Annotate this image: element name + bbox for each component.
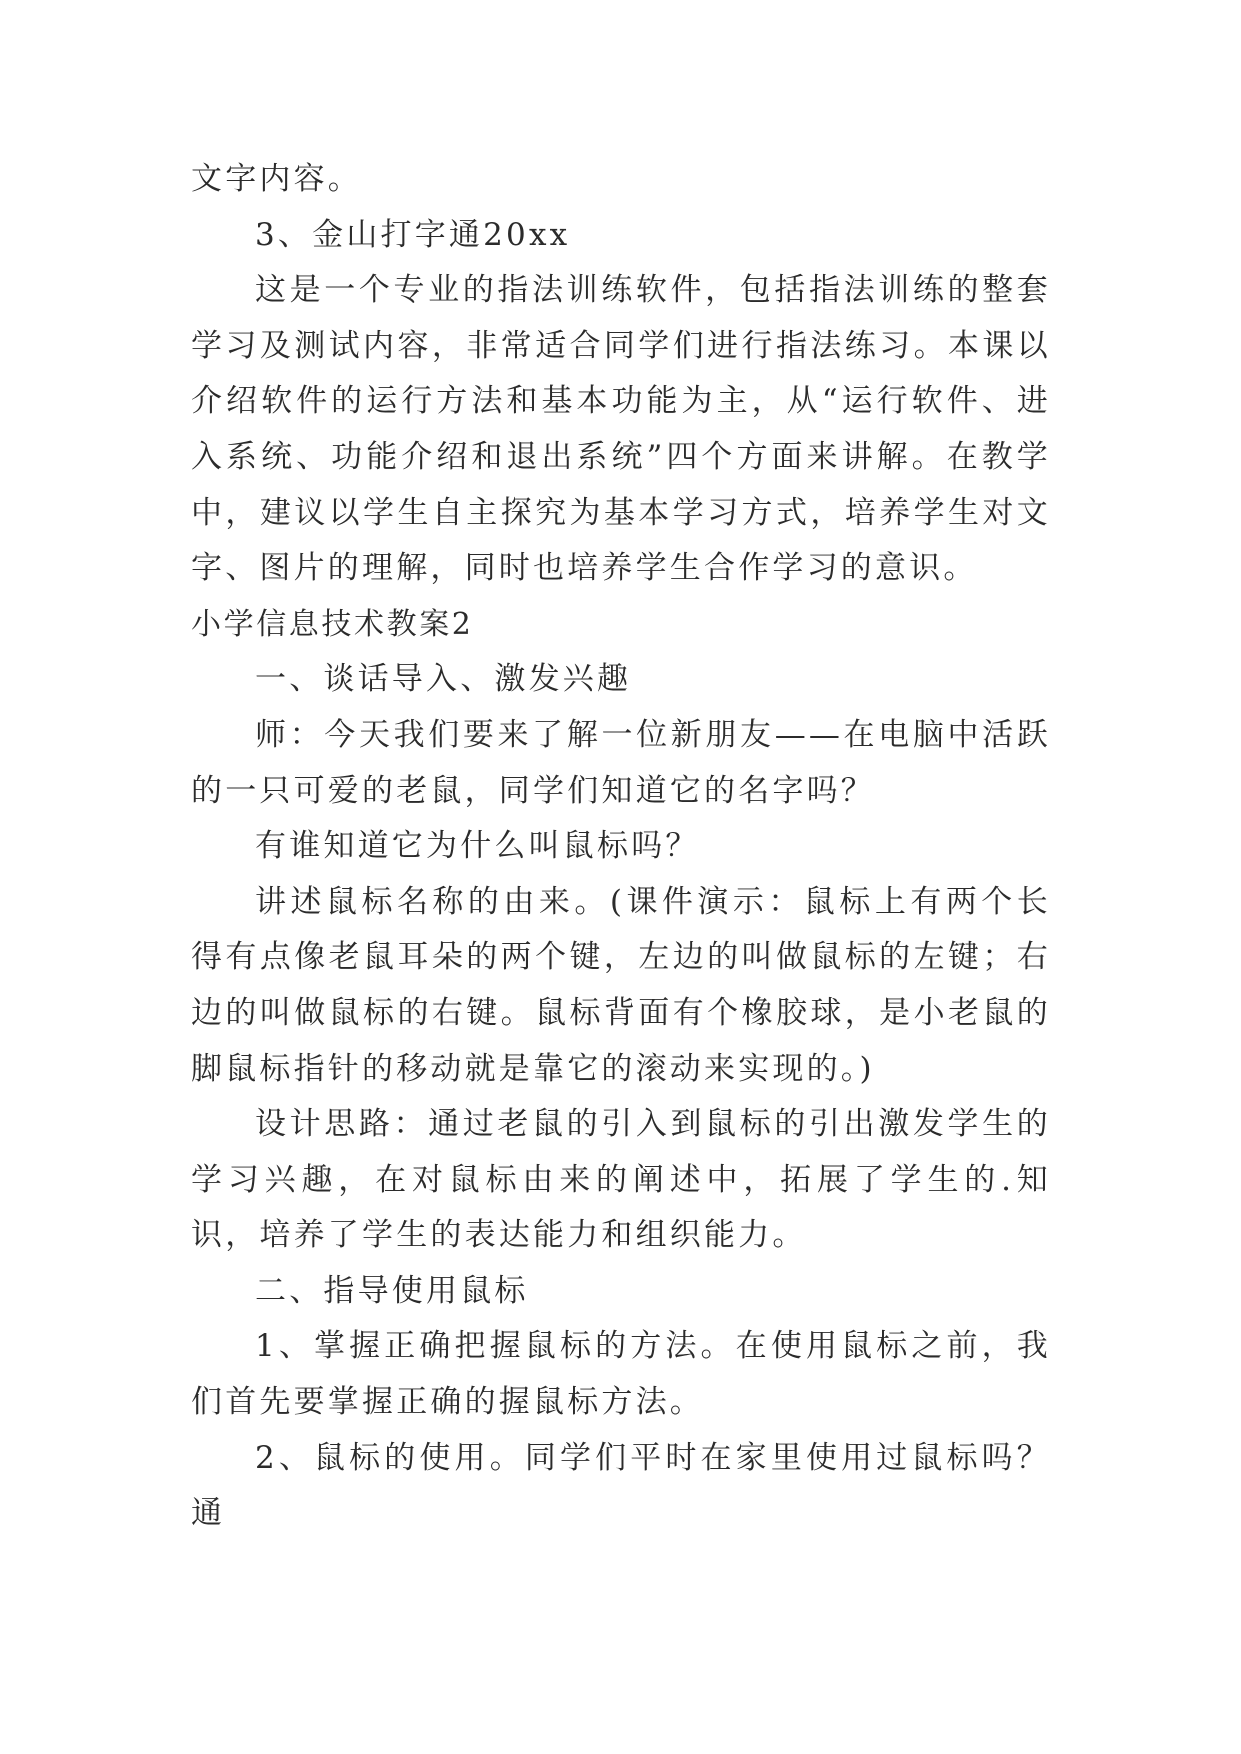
paragraph-question: 有谁知道它为什么叫鼠标吗？ bbox=[255, 828, 700, 865]
paragraph-software-description: 这是一个专业的指法训练软件，包括指法训练的整套学习及测试内容，非常适合同学们进行指法练习。本课以介绍软件的运行方法和基本功能为主，从“运行软件、进入系统、功能介绍和退出系统”四个方面来讲解。在教学中，建议以学生自主探究为基本学习方式，培养学生对文字、图片的理解，同时也培养学生合作学习的意识。 bbox=[191, 272, 1051, 587]
paragraph-teacher-intro: 师：今天我们要来了解一位新朋友——在电脑中活跃的一只可爱的老鼠，同学们知道它的名字吗？ bbox=[191, 716, 1051, 809]
subheading-introduction: 一、谈话导入、激发兴趣 bbox=[255, 661, 632, 698]
paragraph-mouse-use: 2、鼠标的使用。同学们平时在家里使用过鼠标吗？通 bbox=[191, 1439, 1051, 1532]
paragraph-mouse-origin: 讲述鼠标名称的由来。(课件演示：鼠标上有两个长得有点像老鼠耳朵的两个键，左边的叫做鼠标的左键；右边的叫做鼠标的右键。鼠标背面有个橡胶球，是小老鼠的脚鼠标指针的移动就是靠它的滚动来实现的。) bbox=[191, 883, 1051, 1087]
paragraph-design-idea: 设计思路：通过老鼠的引入到鼠标的引出激发学生的学习兴趣，在对鼠标由来的阐述中，拓展了学生的.知识，培养了学生的表达能力和组织能力。 bbox=[191, 1106, 1051, 1254]
section-heading: 小学信息技术教案2 bbox=[191, 606, 474, 642]
paragraph-continuation: 文字内容。 bbox=[191, 161, 362, 197]
subheading-mouse-usage: 二、指导使用鼠标 bbox=[255, 1272, 529, 1309]
document-page bbox=[191, 152, 1051, 1542]
paragraph-grip-method: 1、掌握正确把握鼠标的方法。在使用鼠标之前，我们首先要掌握正确的握鼠标方法。 bbox=[191, 1328, 1051, 1421]
paragraph-item-3-title: 3、金山打字通20xx bbox=[255, 216, 571, 253]
